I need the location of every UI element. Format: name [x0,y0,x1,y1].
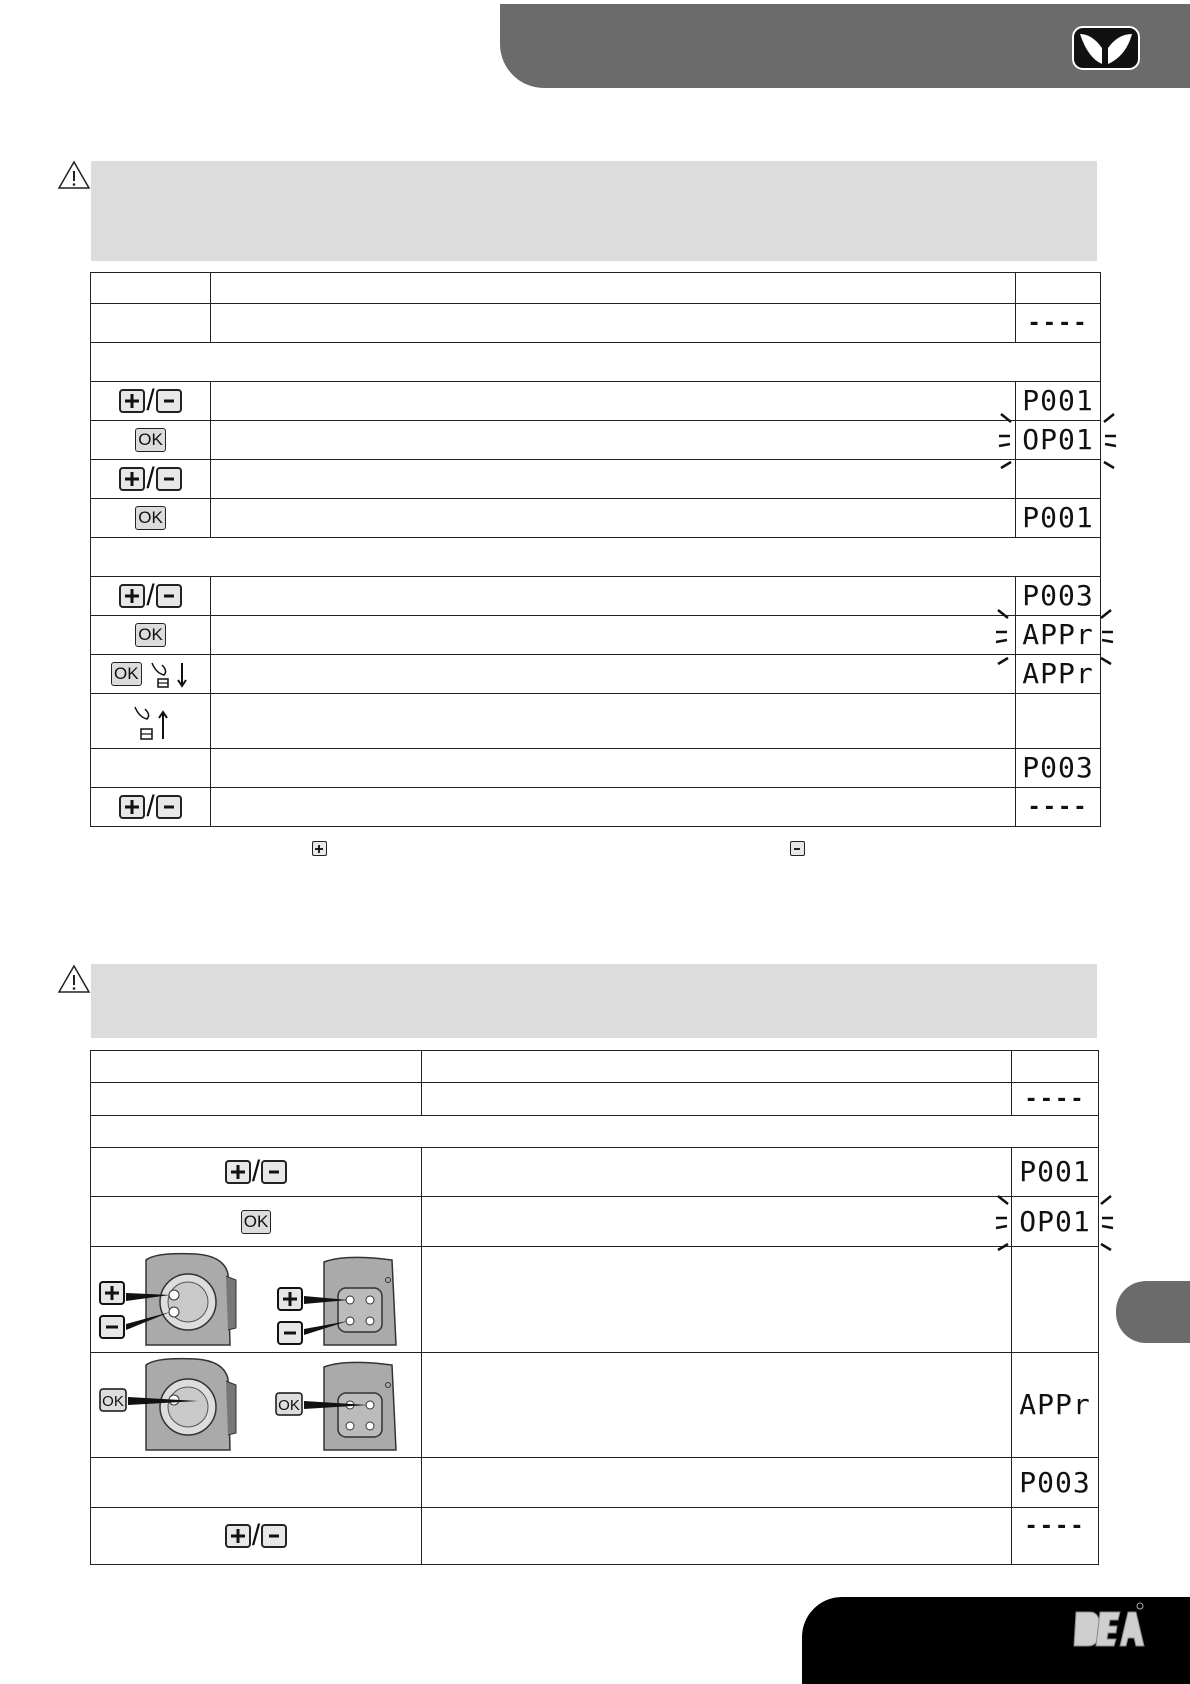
brand-logo-icon [1072,26,1140,70]
display-readout: ---- [1024,1086,1086,1112]
display-readout: P001 [1022,384,1094,417]
remote-plus-minus-illustration [96,1250,416,1350]
procedure-table-1 [90,272,1101,827]
plus-key-icon [119,467,145,491]
display-readout: P003 [1019,1465,1091,1499]
minus-key-icon [261,1160,287,1184]
display-readout: P001 [1019,1155,1091,1188]
minus-key-icon [156,795,182,819]
remote-ok-illustration [96,1355,416,1455]
display-readout: APPr [1019,1388,1091,1421]
slash-separator: / [146,384,155,417]
ok-key-icon: OK [135,428,166,452]
table-row [91,382,1101,421]
display-readout-blinking: APPr [1022,618,1094,651]
slash-separator: / [251,1519,261,1552]
slash-separator: / [146,790,155,823]
section-heading-row [91,343,1101,382]
table-row [91,304,1101,343]
ok-key-icon: OK [111,662,142,686]
table-row [91,421,1101,460]
slash-separator: / [251,1155,261,1188]
table-row [91,499,1101,538]
table-row [91,577,1101,616]
minus-key-icon [790,841,805,856]
slash-separator: / [146,579,155,612]
plus-key-icon [119,389,145,413]
table-row [91,460,1101,499]
ok-key-icon: OK [135,506,166,530]
minus-key-icon [156,584,182,608]
blink-indicator-icon [992,1192,1117,1256]
table-row [91,655,1101,694]
table-header-row [91,1051,1099,1083]
table-row [91,1083,1099,1116]
minus-key-icon [156,467,182,491]
ok-key-icon: OK [241,1210,272,1234]
dea-logo [1070,1602,1150,1660]
transmitter-press-down-icon [146,659,190,689]
table-row [91,1508,1099,1565]
plus-key-icon [225,1524,251,1548]
table-row [91,1197,1099,1247]
minus-key-icon [156,389,182,413]
display-readout: P001 [1022,501,1094,534]
ok-key-label: OK [278,1397,300,1414]
slash-separator: / [146,462,155,495]
table-header-row [91,273,1101,304]
table-row [91,788,1101,827]
warning-triangle-icon [57,160,91,190]
blink-indicator-icon [995,410,1120,474]
plus-key-icon [119,795,145,819]
table-row [91,616,1101,655]
display-readout: P003 [1022,751,1094,784]
table-row [91,1458,1099,1508]
transmitter-release-up-icon [129,699,173,743]
display-readout: ---- [1027,794,1089,820]
warning-box [91,161,1097,261]
minus-key-icon [261,1524,287,1548]
display-readout: APPr [1022,657,1094,690]
warning-triangle-icon [57,964,91,994]
display-readout-blinking: OP01 [1019,1204,1091,1238]
table-row [91,694,1101,749]
display-readout: ---- [1024,1514,1086,1539]
ok-key-icon: OK [135,623,166,647]
display-readout: ---- [1027,310,1089,336]
plus-key-icon [225,1160,251,1184]
table-row [91,1148,1099,1197]
blink-indicator-icon [992,606,1117,670]
section-heading-row [91,538,1101,577]
ok-key-label: OK [102,1393,124,1410]
plus-key-icon [119,584,145,608]
display-readout: P003 [1022,579,1094,612]
table-row [91,749,1101,788]
side-tab [1116,1281,1190,1343]
display-readout-blinking: OP01 [1022,423,1094,456]
plus-key-icon [312,841,327,856]
table-row [91,1353,1099,1458]
table-row [91,1247,1099,1353]
warning-box [91,964,1097,1038]
procedure-table-2 [90,1050,1099,1565]
section-heading-row [91,1116,1099,1148]
